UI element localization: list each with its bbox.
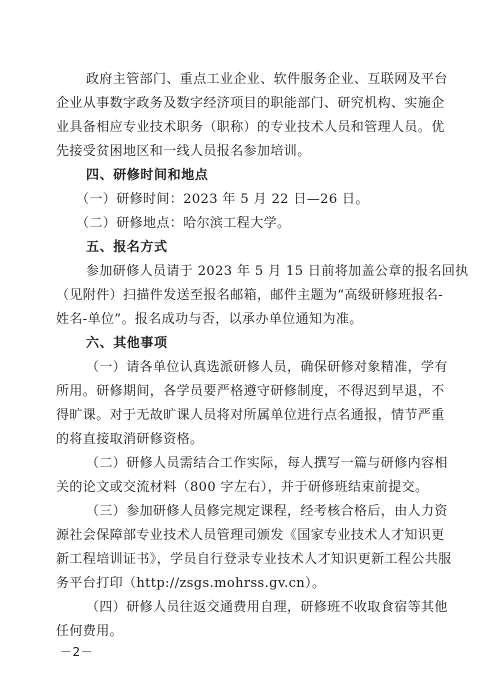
paragraph-line: 姓名-单位”。报名成功与否，以承办单位通知为准。	[56, 312, 363, 327]
paragraph-line: 关的论文或交流材料（800 字左右），并于研修班结束前提交。	[56, 480, 429, 495]
paragraph-line: 的将直接取消研修资格。	[56, 432, 204, 447]
section-heading: 五、报名方式	[86, 240, 168, 255]
paragraph-line: 所用。研修期间，各学员要严格遵守研修制度，不得迟到早退，不	[56, 384, 445, 399]
paragraph-line: 新工程培训证书》，学员自行登录专业技术人才知识更新工程公共服	[56, 552, 452, 567]
paragraph-line: 得旷课。对于无故旷课人员将对所属单位进行点名通报，情节严重	[56, 408, 445, 423]
paragraph-line: 业具备相应专业技术职务（职称）的专业技术人员和管理人员。优	[56, 120, 445, 135]
paragraph-line: 企业从事数字政务及数字经济项目的职能部门、研究机构、实施企	[56, 96, 445, 111]
paragraph-line: （三）参加研修人员修完规定课程，经考核合格后，由人力资	[86, 504, 448, 519]
paragraph-line: （四）研修人员往返交通费用自理，研修班不收取食宿等其他	[86, 600, 448, 615]
section-heading: 六、其他事项	[86, 336, 168, 351]
paragraph-line: （一）请各单位认真选派研修人员，确保研修对象精准，学有	[86, 360, 448, 375]
paragraph-line: 源社会保障部专业技术人员管理司颁发《国家专业技术人才知识更	[56, 528, 445, 543]
paragraph-line: 任何费用。	[56, 624, 124, 639]
section-heading: 四、研修时间和地点	[86, 168, 209, 183]
paragraph-line: （二）研修地点：哈尔滨工程大学。	[76, 216, 291, 231]
paragraph-line: （二）研修人员需结合工作实际，每人撰写一篇与研修内容相	[86, 456, 448, 471]
paragraph-line: （见附件）扫描件发送至报名邮箱，邮件主题为“高级研修班报名-	[56, 288, 444, 303]
paragraph-line: 务平台打印（http://zsgs.mohrss.gv.cn）。	[56, 576, 326, 591]
paragraph-line: （一）研修时间：2023 年 5 月 22 日—26 日。	[76, 192, 369, 207]
paragraph-line: 先接受贫困地区和一线人员报名参加培训。	[56, 144, 311, 159]
paragraph-line: 参加研修人员请于 2023 年 5 月 15 日前将加盖公章的报名回执	[86, 264, 469, 279]
paragraph-line: 政府主管部门、重点工业企业、软件服务企业、互联网及平台	[86, 72, 448, 87]
page-number: －2－	[60, 645, 94, 659]
